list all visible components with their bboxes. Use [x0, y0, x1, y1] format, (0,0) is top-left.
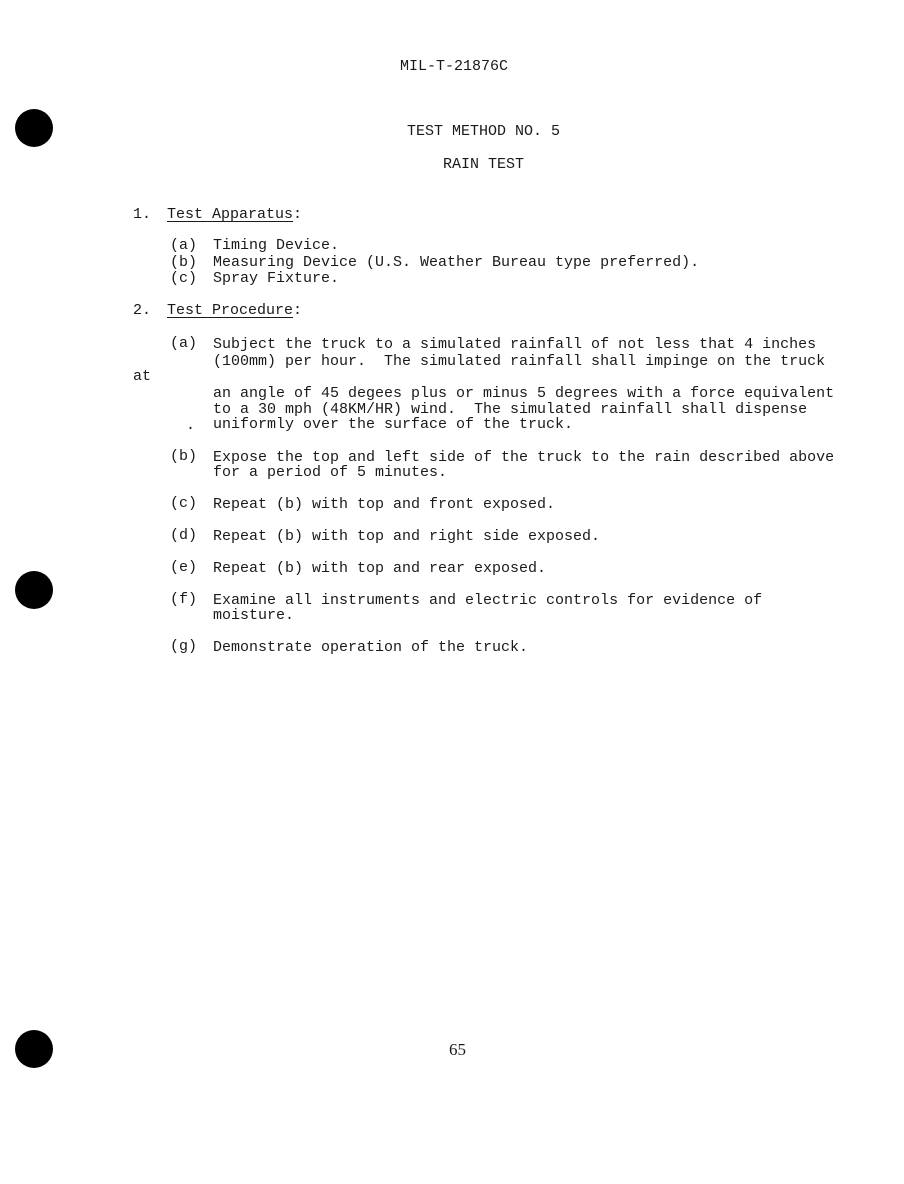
section-2-item-a-stray-mark: .	[186, 417, 196, 434]
section-1-number: 1.	[133, 206, 152, 223]
section-2-item-f-line-1: Examine all instruments and electric controls for evidence of	[213, 592, 763, 609]
section-2-item-a-line-3: an angle of 45 degees plus or minus 5 degrees with a force equivalent	[213, 385, 835, 402]
section-1-item-a-text: Timing Device.	[213, 237, 340, 254]
section-2-item-d-label: (d)	[170, 527, 198, 544]
page-number: 65	[449, 1040, 466, 1059]
section-2-heading-text: Test Procedure	[167, 302, 294, 319]
section-2-item-b-line-1: Expose the top and left side of the truck to the rain described above	[213, 449, 835, 466]
section-2-item-c-label: (c)	[170, 495, 198, 512]
document-number: MIL-T-21876C	[400, 58, 509, 75]
section-1-item-c-label: (c)	[170, 270, 198, 287]
section-2-item-a-label: (a)	[170, 335, 198, 352]
punch-hole-top	[15, 109, 53, 147]
test-method-title: TEST METHOD NO. 5	[407, 123, 561, 140]
section-1-heading-colon: :	[293, 206, 303, 223]
section-2-item-e-label: (e)	[170, 559, 198, 576]
test-name: RAIN TEST	[443, 156, 525, 173]
section-2-item-b-line-2: for a period of 5 minutes.	[213, 464, 448, 481]
section-2-number: 2.	[133, 302, 152, 319]
punch-hole-bottom	[15, 1030, 53, 1068]
section-2-item-a-line-4: to a 30 mph (48KM/HR) wind. The simulated rainfall shall dispense	[213, 401, 808, 418]
section-2-item-g-label: (g)	[170, 638, 198, 655]
section-2-item-a-line-2: (100mm) per hour. The simulated rainfall shall impinge on the truck	[213, 353, 826, 370]
section-2-item-a-line-1: Subject the truck to a simulated rainfall of not less that 4 inches	[213, 336, 817, 353]
section-1-heading-text: Test Apparatus	[167, 206, 294, 223]
section-2-item-c-text: Repeat (b) with top and front exposed.	[213, 496, 556, 513]
section-2-item-g-text: Demonstrate operation of the truck.	[213, 639, 529, 656]
section-2-item-f-label: (f)	[170, 591, 198, 608]
section-2-item-e-text: Repeat (b) with top and rear exposed.	[213, 560, 547, 577]
section-2-item-b-label: (b)	[170, 448, 198, 465]
section-1-item-c-text: Spray Fixture.	[213, 270, 340, 287]
section-1-item-b-text: Measuring Device (U.S. Weather Bureau type preferred).	[213, 254, 700, 271]
section-2-item-d-text: Repeat (b) with top and right side exposed.	[213, 528, 601, 545]
section-2-heading	[167, 303, 302, 319]
section-1-heading	[167, 207, 302, 223]
section-2-item-f-line-2: moisture.	[213, 607, 295, 624]
punch-hole-middle	[15, 571, 53, 609]
section-1-item-b-label: (b)	[170, 254, 198, 271]
section-2-item-a-stray-word: at	[133, 368, 152, 385]
section-2-heading-colon: :	[293, 302, 303, 319]
section-1-item-a-label: (a)	[170, 237, 198, 254]
section-2-item-a-line-5: uniformly over the surface of the truck.	[213, 416, 574, 433]
